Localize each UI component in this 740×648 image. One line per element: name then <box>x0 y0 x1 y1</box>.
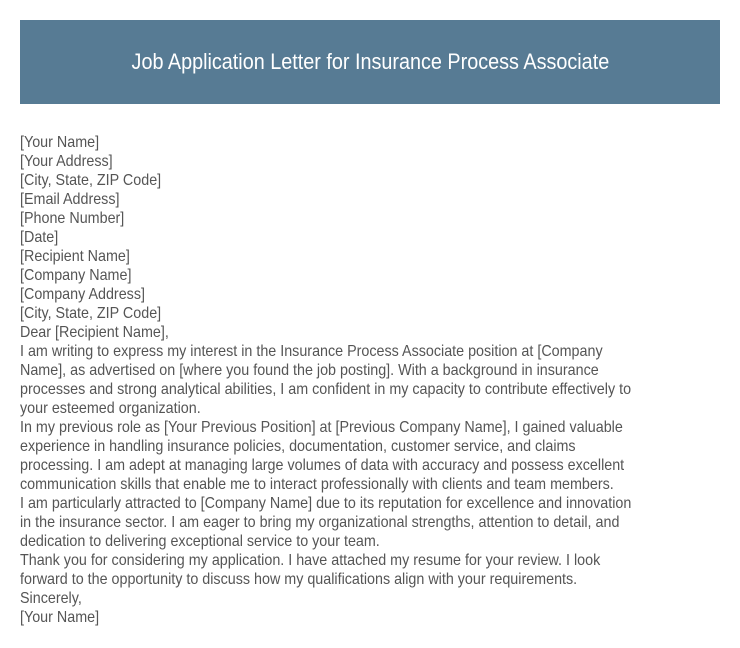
paragraph-line: In my previous role as [Your Previous Position] at [Previous Company Name], I gained valuable <box>20 419 623 436</box>
recipient-company: [Company Name] <box>20 267 132 284</box>
recipient-company-address: [Company Address] <box>20 286 145 303</box>
paragraph-line: Name], as advertised on [where you found the job posting]. With a background in insurance <box>20 362 599 379</box>
paragraph-closing <box>20 551 720 589</box>
paragraph-line: Thank you for considering my application. I have attached my resume for your review. I look <box>20 552 601 569</box>
sender-address: [Your Address] <box>20 153 113 170</box>
sender-phone: [Phone Number] <box>20 210 125 227</box>
paragraph-line: processing. I am adept at managing large volumes of data with accuracy and possess excellent <box>20 457 625 474</box>
paragraph-experience <box>20 418 720 494</box>
paragraph-line: communication skills that enable me to interact professionally with clients and team members. <box>20 476 614 493</box>
paragraph-interest <box>20 342 720 418</box>
paragraph-line: dedication to delivering exceptional service to your team. <box>20 533 380 550</box>
paragraph-line: forward to the opportunity to discuss how my qualifications align with your requirements. <box>20 571 578 588</box>
closing: Sincerely, <box>20 590 82 607</box>
paragraph-motivation <box>20 494 720 551</box>
recipient-name: [Recipient Name] <box>20 248 130 265</box>
signature: [Your Name] <box>20 609 100 626</box>
paragraph-line: experience in handling insurance policies, documentation, customer service, and claims <box>20 438 576 455</box>
paragraph-line: your esteemed organization. <box>20 400 201 417</box>
paragraph-line: I am particularly attracted to [Company Name] due to its reputation for excellence and innovation <box>20 495 632 512</box>
title-banner <box>20 20 720 104</box>
recipient-city-state-zip: [City, State, ZIP Code] <box>20 305 162 322</box>
letter-body <box>20 133 720 627</box>
sender-city-state-zip: [City, State, ZIP Code] <box>20 172 162 189</box>
sender-email: [Email Address] <box>20 191 120 208</box>
salutation: Dear [Recipient Name], <box>20 324 169 341</box>
paragraph-line: in the insurance sector. I am eager to bring my organizational strengths, attention to detail, and <box>20 514 620 531</box>
paragraph-line: I am writing to express my interest in the Insurance Process Associate position at [Company <box>20 343 603 360</box>
paragraph-line: processes and strong analytical abilities, I am confident in my capacity to contribute effectively to <box>20 381 632 398</box>
sender-name: [Your Name] <box>20 134 100 151</box>
letter-date: [Date] <box>20 229 59 246</box>
page-title: Job Application Letter for Insurance Process Associate <box>131 49 609 74</box>
